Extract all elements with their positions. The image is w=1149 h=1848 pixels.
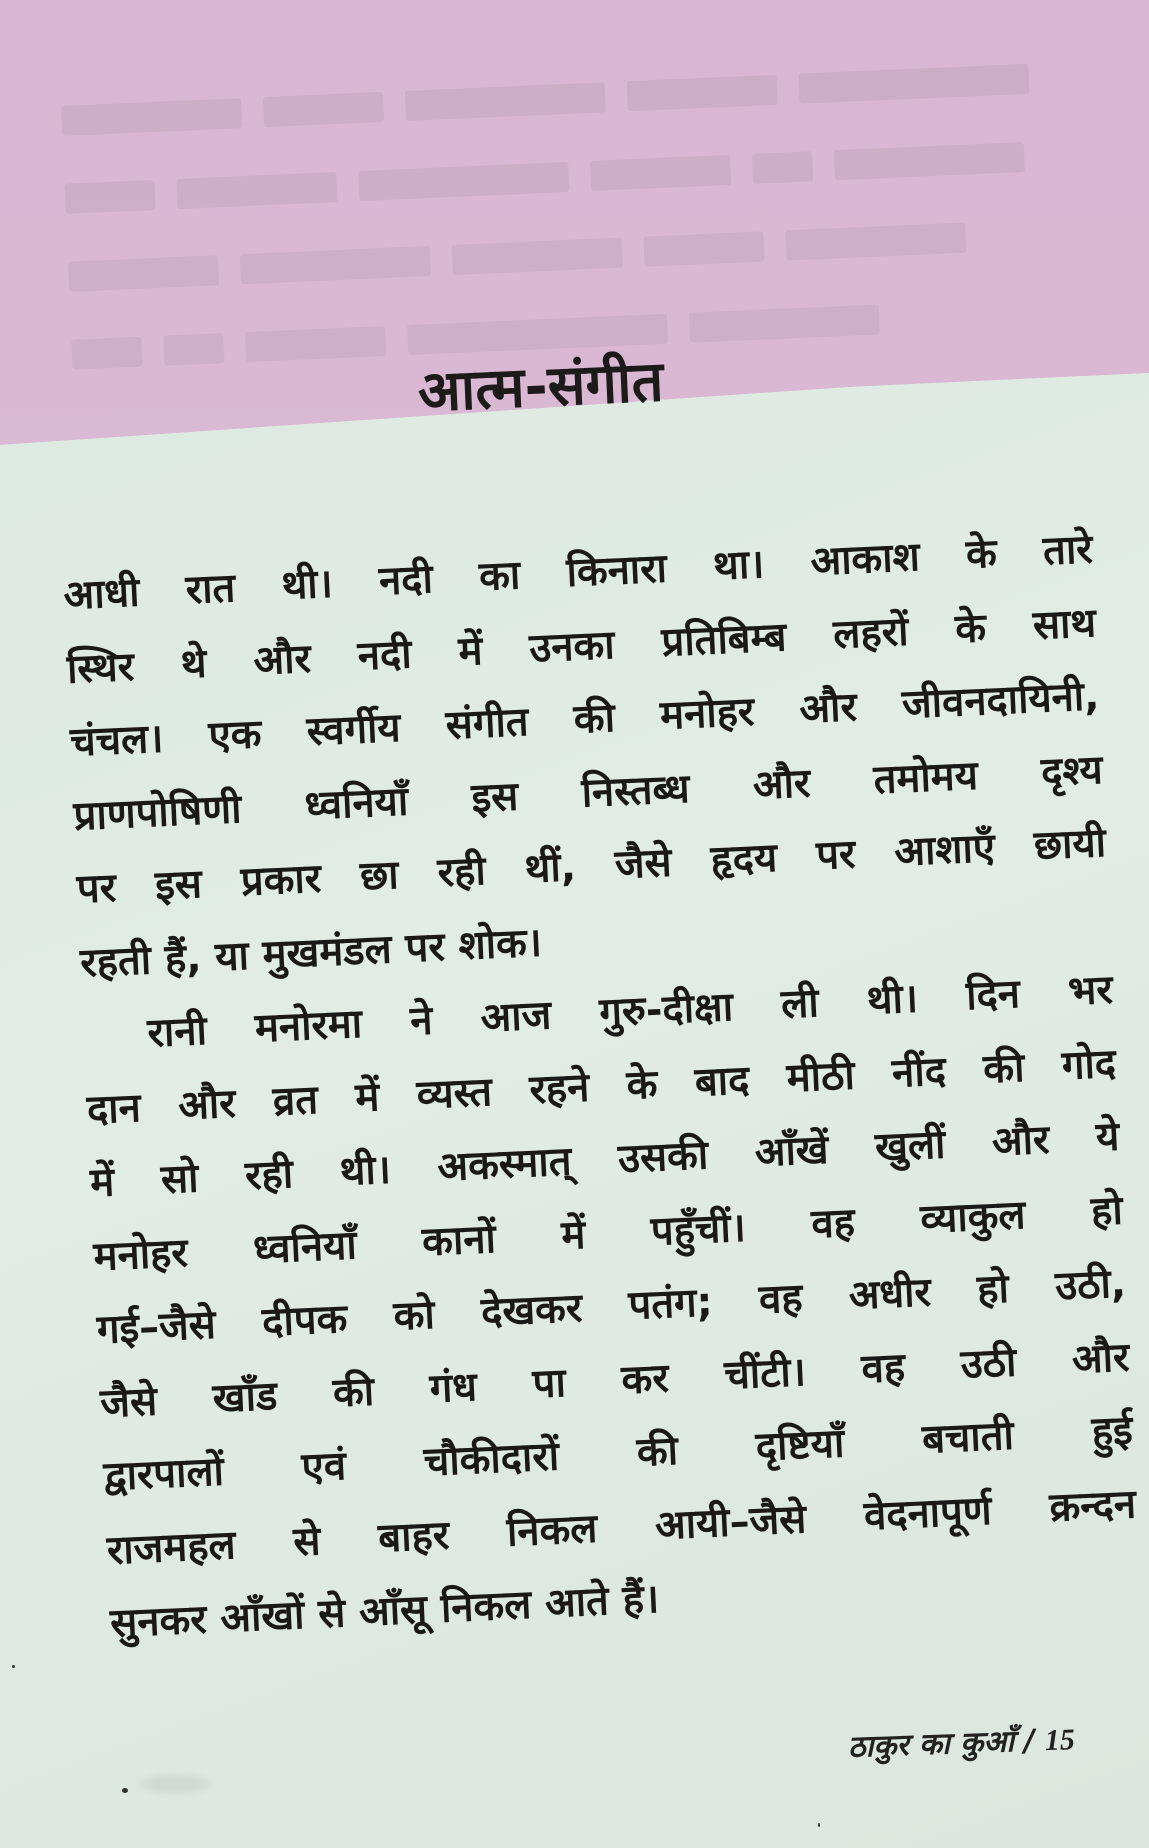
text-line: जैसे खाँड की गंध पा कर चींटी। वह उठी और [99, 1333, 1131, 1427]
paper-speck [122, 1788, 128, 1793]
text-line: प्राणपोषिणी ध्वनियाँ इस निस्तब्ध और तमोमय दृश्य [72, 746, 1104, 840]
text-line: द्वारपालों एवं चौकीदारों की दृष्टियाँ बचाती हुई [102, 1407, 1134, 1501]
text-line: पर इस प्रकार छा रही थीं, जैसे हृदय पर आशाएँ छायी [75, 819, 1107, 913]
text-line: रानी मनोरमा ने आज गुरु-दीक्षा ली थी। दिन भर [146, 966, 1114, 1057]
text-line: गई–जैसे दीपक को देखकर पतंग; वह अधीर हो उठी, [95, 1260, 1127, 1354]
text-line: रहती हैं, या मुखमंडल पर शोक। [79, 919, 543, 987]
text-line: दान और व्रत में व्यस्त रहने के बाद मीठी नींद की गोद [85, 1040, 1117, 1133]
text-line: सुनकर आँखों से आँसू निकल आते हैं। [109, 1576, 661, 1647]
text-line: राजमहल से बाहर निकल आयी–जैसे वेदनापूर्ण क्रन्दन [105, 1480, 1137, 1574]
page-footer [847, 1717, 1075, 1766]
footer-separator: / [1023, 1723, 1036, 1759]
body-text [62, 513, 1141, 1661]
footer-book-title: ठाकुर का कुआँ [847, 1724, 1015, 1765]
text-line: आधी रात थी। नदी का किनारा था। आकाश के तारे [62, 526, 1094, 619]
paper-speck [12, 1665, 15, 1668]
text-line: में सो रही थी। अकस्मात् उसकी आँखें खुलीं और ये [89, 1113, 1121, 1207]
paper-speck [818, 1823, 820, 1827]
text-line: चंचल। एक स्वर्गीय संगीत की मनोहर और जीवनदायिनी, [69, 673, 1101, 766]
chapter-title: आत्म-संगीत [416, 349, 665, 425]
text-line: स्थिर थे और नदी में उनका प्रतिबिम्ब लहरों के साथ [65, 599, 1097, 693]
page-number: 15 [1044, 1723, 1076, 1758]
text-line: मनोहर ध्वनियाँ कानों में पहुँचीं। वह व्याकुल हो [92, 1187, 1124, 1280]
